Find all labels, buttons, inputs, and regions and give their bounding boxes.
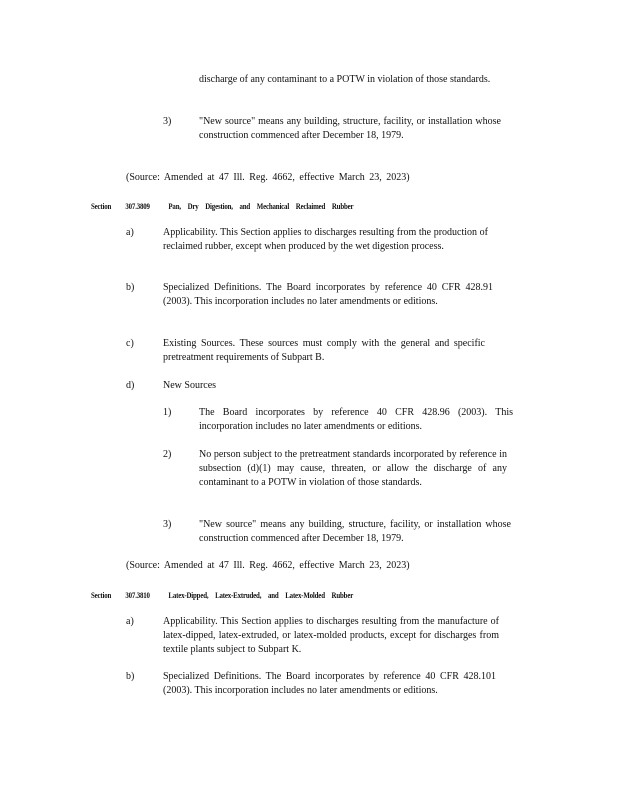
subitem-label: 3): [163, 519, 172, 530]
section-label: Section: [91, 591, 112, 600]
item-label: b): [126, 282, 135, 293]
item-label: a): [126, 616, 134, 627]
item-text: Applicability. This Section applies to discharges resulting from the production of reclaimed rubber, except when produced by the wet digestion process.: [163, 227, 488, 252]
item-3-label: 3): [163, 116, 172, 127]
section-title: Latex-Dipped, Latex-Extruded, and Latex-Molded Rubber: [168, 591, 354, 600]
item-text: Specialized Definitions. The Board incorporates by reference 40 CFR 428.101 (2003). This incorporation includes no later amendments or editions.: [163, 671, 496, 696]
item-text: New Sources: [163, 380, 217, 391]
subitem-label: 1): [163, 407, 172, 418]
source-note: (Source: Amended at 47 Ill. Reg. 4662, effective March 23, 2023): [126, 172, 410, 183]
section-heading: [91, 200, 418, 214]
item-text: Existing Sources. These sources must comply with the general and specific pretreatment requirements of Subpart B.: [163, 338, 485, 363]
item-label: b): [126, 671, 135, 682]
source-note: (Source: Amended at 47 Ill. Reg. 4662, effective March 23, 2023): [126, 560, 410, 571]
item-2-continuation: discharge of any contaminant to a POTW in violation of those standards.: [199, 74, 491, 85]
item-label: d): [126, 380, 135, 391]
subitem-text: The Board incorporates by reference 40 CFR 428.96 (2003). This incorporation includes no later amendments or editions.: [199, 407, 513, 432]
section-title: Pan, Dry Digestion, and Mechanical Reclaimed Rubber: [168, 202, 354, 211]
item-3-text: "New source" means any building, structure, facility, or installation whose construction commenced after December 18, 1979.: [199, 116, 501, 141]
item-label: a): [126, 227, 134, 238]
section-heading: [91, 589, 418, 603]
subitem-label: 2): [163, 449, 172, 460]
section-number: 307.3809: [125, 202, 150, 211]
section-label: Section: [91, 202, 112, 211]
subitem-text: "New source" means any building, structure, facility, or installation whose construction commenced after December 18, 1979.: [199, 519, 511, 544]
item-text: Specialized Definitions. The Board incorporates by reference 40 CFR 428.91 (2003). This incorporation includes no later amendments or editions.: [163, 282, 493, 307]
item-text: Applicability. This Section applies to discharges resulting from the manufacture of latex-dipped, latex-extruded, or latex-molded products, except for discharges from textile plants subject to Subpart K.: [163, 616, 499, 655]
item-label: c): [126, 338, 134, 349]
section-number: 307.3810: [125, 591, 150, 600]
subitem-text: No person subject to the pretreatment standards incorporated by reference in subsection (d)(1) may cause, threaten, or allow the discharge of any contaminant to a POTW in violation of those standards.: [199, 449, 507, 488]
